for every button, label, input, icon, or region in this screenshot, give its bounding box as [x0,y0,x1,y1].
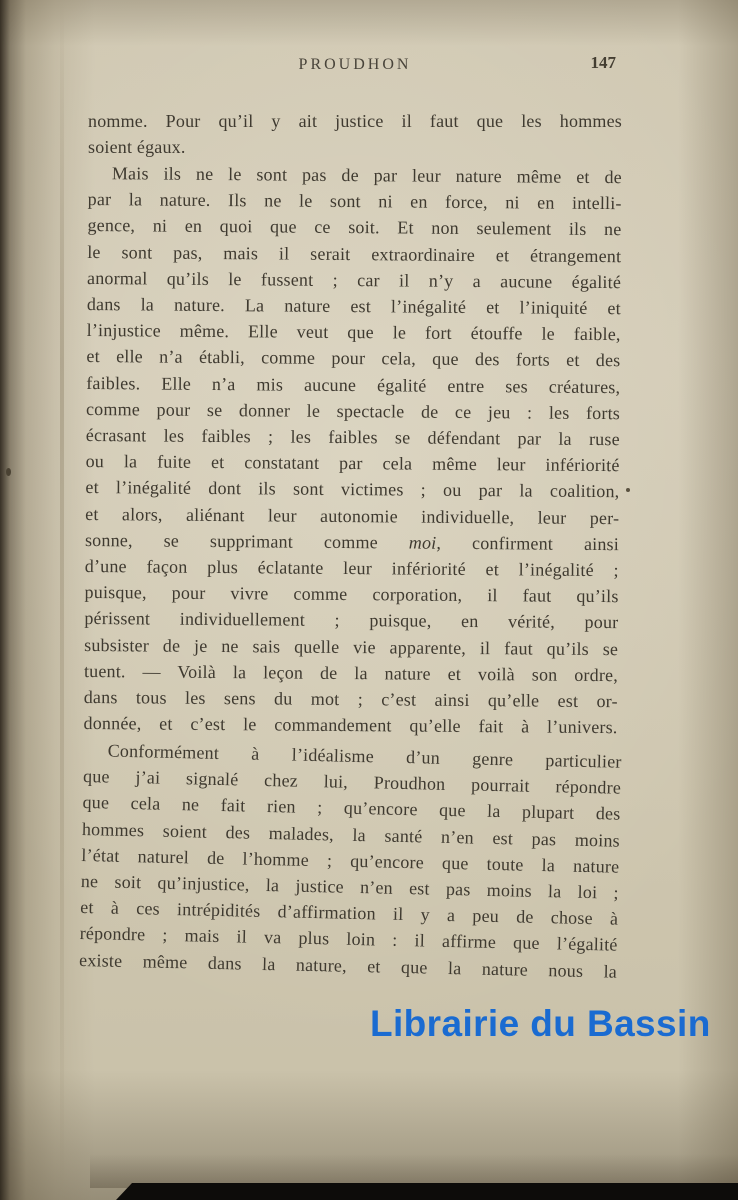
photo-bottom-shadow [90,1154,738,1188]
text-segment: sonne, se supprimant comme [84,530,409,553]
page-number: 147 [590,53,616,72]
text-line: et elle n’a établi, comme pour cela, que des forts et des [86,346,621,372]
text-line: faibles. Elle n’a mis aucune égalité entre ses créatures, [86,373,621,398]
text-line: l’état naturel de l’homme ; qu’encore que toute la nature [81,844,620,877]
text-line: écrasant les faibles ; les faibles se défendant par la ruse [85,425,620,450]
text-line: Conformément à l’idéalisme d’un genre particulier [107,740,622,772]
text-line: et à ces intrépidités d’affirmation il y a peu de chose à [80,897,619,929]
paper-speck [6,468,11,476]
text-line: hommes soient des malades, la santé n’en est pas moins [81,818,621,851]
text-line: par la nature. Ils ne le sont ni en force, ni en intelli- [87,189,622,214]
text-line: puisque, pour vivre comme corporation, il faut qu’ils [84,582,619,607]
italic-word: moi, [408,532,442,554]
text-line: donnée, et c’est le commandement qu’elle fait à l’univers. [83,713,618,738]
text-line: périssent individuellement ; puisque, en vérité, pour [84,608,619,634]
text-line: ne soit qu’injustice, la justice n’en est pas moins la loi ; [80,870,619,903]
text-line: gence, ni en quoi que ce soit. Et non seulement ils ne [87,215,622,241]
text-line: et l’inégalité dont ils sont victimes ; ou par la coalition, [85,477,620,503]
paragraph [79,737,622,985]
text-line: soient égaux. [88,137,186,158]
photo-bottom-edge [116,1183,738,1200]
text-line: dans tous les sens du mot ; c’est ainsi qu’elle est or- [83,687,618,712]
text-line: anormal qu’ils le fussent ; car il n’y a aucune égalité [86,268,622,293]
running-title: PROUDHON [298,56,412,73]
text-line: dans la nature. La nature est l’inégalité et l’iniquité et [86,294,621,319]
text-line: l’injustice même. Elle veut que le fort étouffe le faible, [86,320,621,345]
paper-speck [626,488,630,492]
paragraph [88,108,622,160]
text-line: que cela ne fait rien ; qu’encore que la plupart des [82,792,621,824]
text-line: ou la fuite et constatant par cela même leur infériorité [85,451,620,476]
text-line: tuent. — Voilà la leçon de la nature et voilà son ordre, [83,661,619,686]
text-line: subsister de je ne sais quelle vie apparente, il faut qu’ils se [84,635,619,660]
text-line: Mais ils ne le sont pas de par leur nature même et de [111,163,622,188]
text-line: et alors, aliénant leur autonomie individuelle, leur per- [85,504,620,529]
text-segment: confirment ainsi [441,533,620,555]
text-line: comme pour se donner le spectacle de ce jeu : les forts [85,399,621,424]
text-line: répondre ; mais il va plus loin : il affirme que l’égalité [79,923,618,955]
watermark-text: Librairie du Bassin [370,1003,711,1044]
paragraph [83,160,622,741]
text-line: nomme. Pour qu’il y ait justice il faut que les hommes [88,111,622,131]
page-crease [60,0,64,1200]
text-line: que j’ai signalé chez lui, Proudhon pourrait répondre [82,766,622,798]
page-header [88,53,622,86]
text-line: existe même dans la nature, et que la nature nous la [78,949,618,982]
text-line: le sont pas, mais il serait extraordinaire et étrangement [87,242,622,267]
page-text-block [78,53,622,982]
text-line: d’une façon plus éclatante leur infériorité et l’inégalité ; [84,556,619,581]
